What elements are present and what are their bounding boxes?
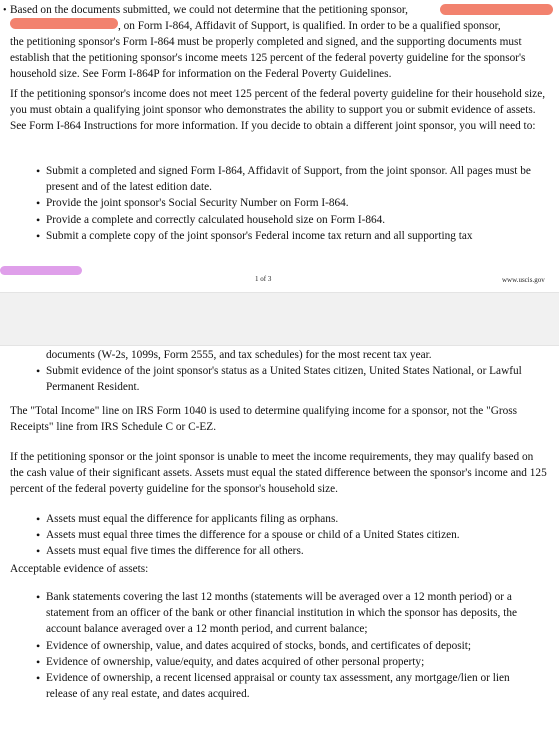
document-page-1 <box>0 0 559 292</box>
paragraph-assets: If the petitioning sponsor or the joint sponsor is unable to meet the income requirements, they may qualify based on the cash value of their significant assets. Assets must equal the stated difference between the sponsor's income and 125 percent of the federal poverty guideline for the sponsor's household size. <box>10 451 547 496</box>
footer-url: www.uscis.gov <box>502 276 545 284</box>
list-item: • Submit a completed and signed Form I-864, Affidavit of Support, from the joint sponsor. All pages must be present and of the latest edition date. <box>36 163 541 195</box>
list-item: • Submit a complete copy of the joint sponsor's Federal income tax return and all supporting tax <box>36 228 541 244</box>
document-page-2 <box>0 346 559 750</box>
status-evidence-list <box>36 363 541 395</box>
evidence-heading: Acceptable evidence of assets: <box>10 563 149 575</box>
asset-requirements-list <box>36 511 541 560</box>
list-item: • Assets must equal the difference for applicants filing as orphans. <box>36 511 541 527</box>
bullet-marker: • <box>3 5 7 16</box>
redaction-mark-footer <box>0 266 82 275</box>
page-separator <box>0 292 559 346</box>
page-number: 1 of 3 <box>255 275 272 283</box>
paragraph-total-income: The "Total Income" line on IRS Form 1040 is used to determine qualifying income for a sponsor, not the "Gross Receipts" line from IRS Schedule C or C-EZ. <box>10 405 518 434</box>
list-item: • Evidence of ownership, a recent licensed appraisal or county tax assessment, any mortgage/lien or lien release of any real estate, and dates acquired. <box>36 670 543 702</box>
list-item: • Bank statements covering the last 12 months (statements will be averaged over a 12 month period) or a statement from an officer of the bank or other financial institution in which the sponsor has deposits, the account balance averaged over a 12 month period, and current balance; <box>36 589 543 638</box>
list-item: • Submit evidence of the joint sponsor's status as a United States citizen, United States National, or Lawful Permanent Resident. <box>36 363 541 395</box>
redaction-mark-name-continued <box>10 18 118 29</box>
list-item: • Assets must equal five times the difference for all others. <box>36 543 541 559</box>
paragraph-qualification-rest: the petitioning sponsor's Form I-864 must be properly completed and signed, and the supporting documents must establish that the petitioning sponsor's income meets 125 percent of the federal poverty guideline for the sponsor's household size. See Form I-864P for information on the Federal Poverty Guidelines. <box>10 36 526 81</box>
list-item: • Provide a complete and correctly calculated household size on Form I-864. <box>36 212 541 228</box>
joint-sponsor-requirements-list <box>36 163 541 244</box>
continued-list-item: documents (W-2s, 1099s, Form 2555, and tax schedules) for the most recent tax year. <box>46 349 432 361</box>
paragraph-qualification-line1: Based on the documents submitted, we could not determine that the petitioning sponsor, <box>10 4 409 16</box>
list-item: • Assets must equal three times the difference for a spouse or child of a United States citizen. <box>36 527 541 543</box>
list-item: • Evidence of ownership, value, and dates acquired of stocks, bonds, and certificates of deposit; <box>36 638 543 654</box>
list-item: • Evidence of ownership, value/equity, and dates acquired of other personal property; <box>36 654 543 670</box>
acceptable-evidence-list <box>36 589 543 702</box>
list-item: • Provide the joint sponsor's Social Security Number on Form I-864. <box>36 195 541 211</box>
paragraph-joint-sponsor: If the petitioning sponsor's income does not meet 125 percent of the federal poverty guideline for their household size, you must obtain a qualifying joint sponsor who demonstrates the ability to support you or submit evidence of assets. See Form I-864 Instructions for more information. If you decide to obtain a different joint sponsor, you will need to: <box>10 88 546 133</box>
paragraph-qualification-line2: , on Form I-864, Affidavit of Support, is qualified. In order to be a qualified sponsor, <box>118 20 501 32</box>
